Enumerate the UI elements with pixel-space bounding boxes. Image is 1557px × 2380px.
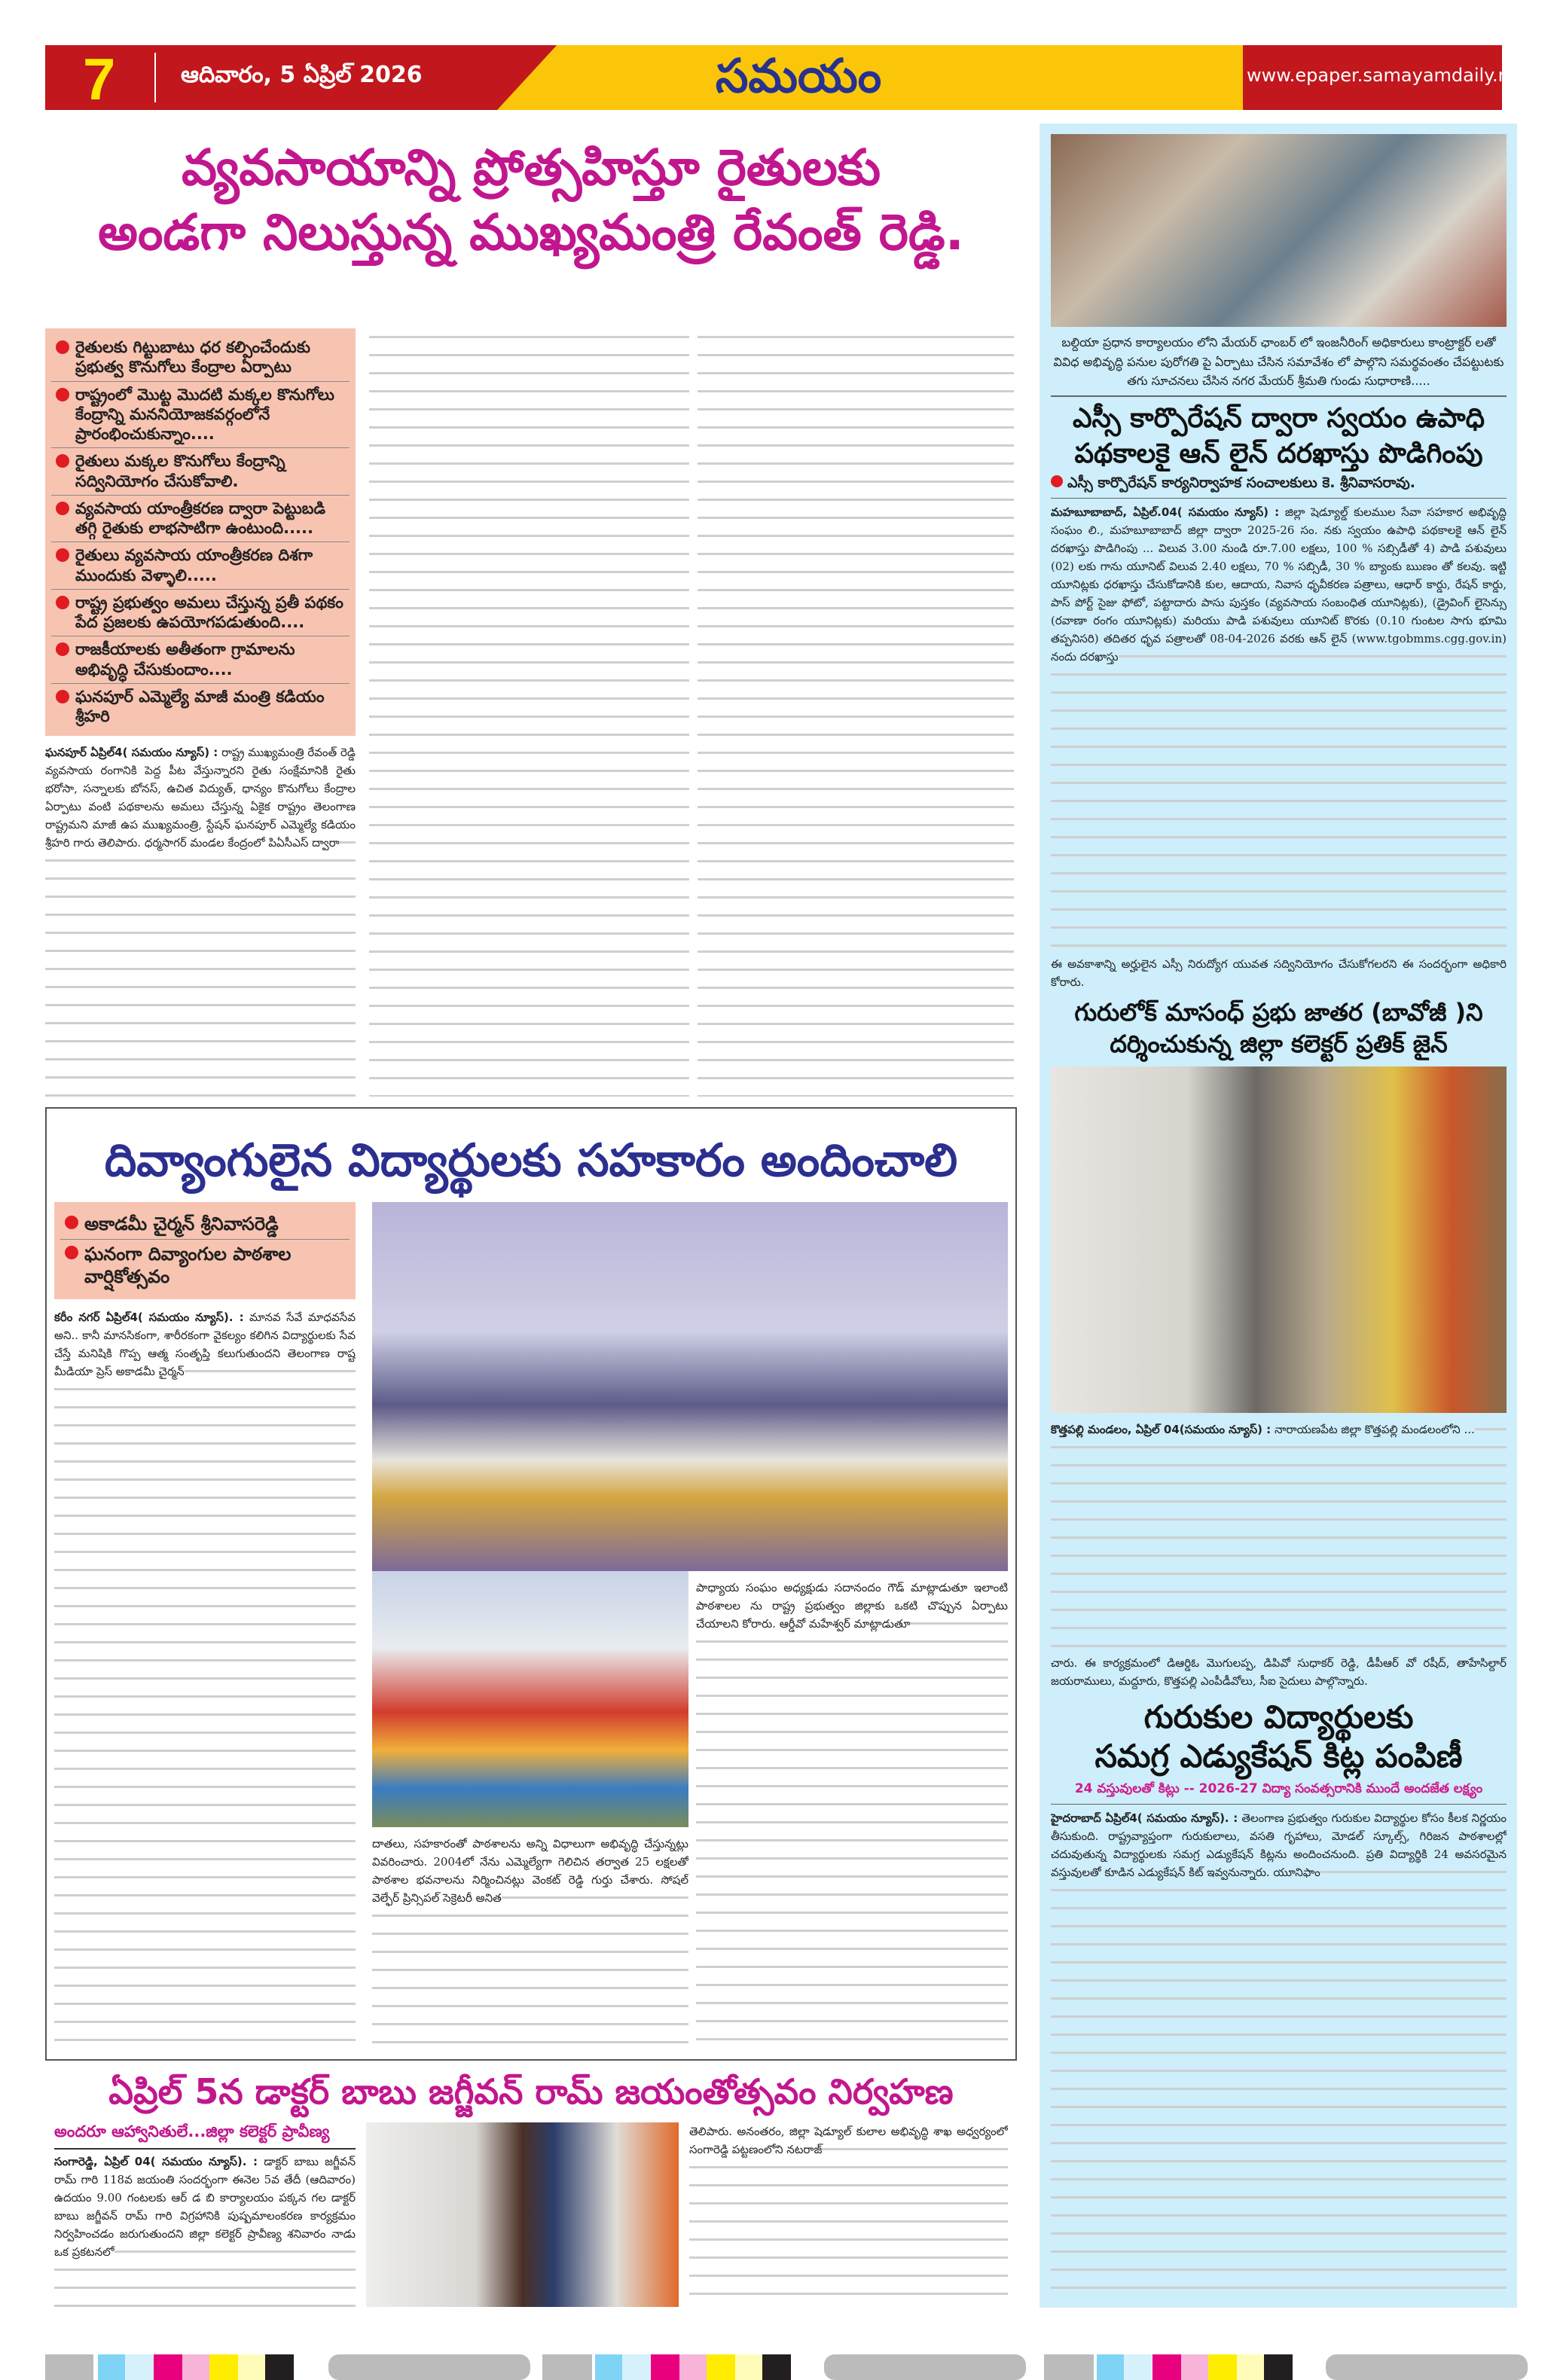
story2-body (54, 1308, 356, 2052)
bullet-dot-icon (56, 548, 69, 562)
right-column-content (1051, 134, 1507, 2296)
sc-corporation-body (1051, 503, 1507, 955)
story3 (45, 2070, 1017, 2307)
bullet-dot-icon (65, 1246, 78, 1259)
bullet-dot-icon (56, 690, 69, 703)
story-frame (45, 1107, 1017, 2061)
headline-line: ఎస్సీ కార్పొరేషన్ ద్వారా స్వయం ఉపాధి (1072, 402, 1485, 434)
article-text: నారాయణపేట జిల్లా కొత్తపల్లి మండలంలోని ... (1274, 1422, 1475, 1436)
lead-left-column (45, 328, 356, 1097)
color-swatch (651, 2354, 679, 2380)
color-swatch (1237, 2354, 1264, 2380)
story2-left-column (54, 1202, 356, 2052)
story2-highlights-box (54, 1202, 356, 1299)
color-swatch (265, 2354, 294, 2380)
student-dance-photo (372, 1571, 688, 1827)
color-swatch (328, 2354, 530, 2380)
color-swatch (1326, 2354, 1528, 2380)
page-number: 7 (83, 46, 116, 112)
story2-lower (372, 1571, 1008, 2052)
story3-body (54, 2153, 356, 2307)
highlight-item: ఘనపూర్ ఎమ్మెల్యే మాజీ మంత్రి కడియం శ్రీహరి (51, 684, 350, 731)
lamp-lighting-photo (372, 1202, 1008, 1571)
color-swatch (209, 2354, 238, 2380)
color-swatch (45, 2354, 93, 2380)
color-swatch (679, 2354, 707, 2380)
lead-headline (45, 136, 1017, 265)
epaper-url[interactable]: www.epaper.samayamdaily.net (1247, 65, 1528, 86)
meeting-photo-caption: బల్దియా ప్రధాన కార్యాలయం లోని మేయర్ ఛాంబర్ లో ఇంజనీరింగ్ అధికారులు కాంట్రాక్టర్ లతో వివిధ అభివృద్ధి పనుల పురోగతి పై ఏర్పాటు చేసిన సమావేశం లో పాల్గొని సమర్థవంతం చేపట్టుటకు తగు సూచనలు చేసిన నగర మేయర్ శ్రీమతి గుండు సుధారాణి..... (1053, 335, 1504, 389)
story2-body-right (696, 1579, 1008, 2052)
article-text: పాధ్యాయ సంఘం అధ్యక్షుడు సదానందం గౌడ్ మాట్లాడుతూ ఇలాంటి పాఠశాలల ను రాష్ట్ర ప్రభుత్వం జిల్లాకు ఒకటి చొప్పున ఏర్పాటు చేయాలని కోరారు. ఆర్డీవో మహేశ్వర్ మాట్లాడుతూ (696, 1581, 1008, 1631)
bullet-text: ఎస్సీ కార్పొరేషన్ కార్యనిర్వాహక సంచాలకులు కె. శ్రీనివాసరావు. (1067, 474, 1415, 492)
bullet-dot-icon (65, 1216, 78, 1229)
headline-line: అండగా నిలుస్తున్న ముఖ్యమంత్రి రేవంత్ రెడ్డి. (98, 203, 964, 261)
divider (154, 53, 156, 102)
color-swatch (762, 2354, 791, 2380)
headline-line: వ్యవసాయాన్ని ప్రోత్సహిస్తూ రైతులకు (181, 139, 881, 197)
guru-jatara-closing: చారు. ఈ కార్యక్రమంలో డిఆర్డిఓ మొగులప్ప, డిపివో సుధాకర్ రెడ్డి, డీపీఆర్ వో రషీద్, తాహేసిల్దార్ జయరాములు, మద్దూరు, కొత్తపల్లి ఎంపీడీవోలు, సీఐ సైదులు పాల్గొన్నారు. (1051, 1655, 1507, 1688)
issue-date: ఆదివారం, 5 ఏప్రిల్ 2026 (181, 62, 423, 88)
headline-line: సమగ్ర ఎడ్యుకేషన్ కిట్ల పంపిణీ (1094, 1738, 1463, 1775)
color-swatch (1264, 2354, 1293, 2380)
story3-content (45, 2122, 1017, 2307)
color-swatch (154, 2354, 182, 2380)
story2-headline: దివ్యాంగులైన విద్యార్థులకు సహకారం అందించాలి (104, 1134, 958, 1187)
headline-line: పథకాలకై ఆన్ లైన్ దరఖాస్తు పొడిగింపు (1074, 438, 1483, 469)
dateline: ఘనపూర్ ఏప్రిల్4( సమయం న్యూస్) : (45, 746, 218, 760)
highlight-item: అకాడమీ చైర్మన్ శ్రీనివాసరెడ్డి (60, 1210, 350, 1240)
dateline: మహబూబాబాద్, ఏప్రిల్.04( సమయం న్యూస్) : (1051, 505, 1280, 520)
color-swatch (98, 2354, 125, 2380)
color-swatch (1097, 2354, 1124, 2380)
highlight-item: ఘనంగా దివ్యాంగుల పాఠశాల వార్షికోత్సవం (60, 1240, 350, 1292)
color-swatch (707, 2354, 735, 2380)
bullet-dot-icon (56, 502, 69, 515)
article-text: రాష్ట్ర ముఖ్యమంత్రి రేవంత్ రెడ్డి వ్యవసాయ రంగానికి పెద్ద పీట వేస్తున్నారని రైతు సంక్షేమానికి రైతు భరోసా, సన్నాలకు బోనస్, ఉచిత విద్యుత్, ధాన్యం కొనుగోలు కేంద్రాల ఏర్పాటు వంటి పథకాలను అమలు చేస్తున్న ఏకైక రాష్ట్రం తెలంగాణ రాష్ట్రమని మాజీ ఉప ముఖ్యమంత్రి, స్టేషన్ ఘనపూర్ ఎమ్మెల్యే కడియం శ్రీహరి గారు తెలిపారు. ధర్మసాగర్ మండల కేంద్రంలో పిఏసీఎస్ ద్వారా (45, 746, 356, 850)
story3-headline: ఏప్రిల్ 5న డాక్టర్ బాబు జగ్జీవన్ రామ్ జయంతోత్సవం నిర్వహణ (108, 2071, 954, 2112)
bullet-dot-icon (56, 454, 69, 468)
color-swatch (735, 2354, 762, 2380)
headline-line: గురుకుల విద్యార్థులకు (1143, 1698, 1414, 1735)
story2-right-area (372, 1202, 1008, 2052)
color-swatch (1044, 2354, 1094, 2380)
color-swatch (824, 2354, 1026, 2380)
bullet-dot-icon (56, 642, 69, 656)
article-text: జిల్లా షెడ్యూల్డ్ కులముల సేవా సహకార అభివృద్ధి సంఘం లి., మహబూబాబాద్ జిల్లా ద్వారా 2025-26 సం. నకు స్వయం ఉపాధి పథకాలకై ఆన్ లైన్ దరఖాస్తు పొడిగింపు ... విలువ 3.00 నుండి రూ.7.00 లక్షలు, 100 % సబ్సిడీతో 4) పాడి పశువులు (02) లకు గాను యూనిట్ విలువ 2.40 లక్షలు, 70 % సబ్సిడీ, 30 % బ్యాంకు ఋణం తో కలవు. ఇట్టి యూనిట్లకు ధరఖాస్తు చేసుకోడానికి కుల, ఆదాయ, నివాస ధృవీకరణ పత్రాలు, ఆధార్ కార్డు, రేషన్ కార్డు, పాస్ పోర్ట్ సైజు ఫోటో, పట్టాదారు పాసు పుస్తకం (వ్యవసాయ సంబంధిత యూనిట్లకు), (డ్రైవింగ్ లైసెన్సు (రవాణా రంగం యూనిట్లకు) మరియు పాడి పశువులు యూనిట్ కొరకు (0.10 గుంటల సాగు భూమి తప్పనిసరి) తదితర ధృవ పత్రాలతో 08-04-2026 వరకు ఆన్ లైన్ (www.tgobmms.cgg.gov.in) నందు దరఖాస్తు (1051, 505, 1507, 664)
highlight-item: రాజకీయాలకు అతీతంగా గ్రామాలను అభివృద్ధి చేసుకుందాం.... (51, 636, 350, 684)
bullet-dot-icon (56, 340, 69, 354)
color-swatch (1181, 2354, 1208, 2380)
color-swatch (1208, 2354, 1237, 2380)
education-kits-headline (1051, 1698, 1507, 1777)
article-text: మానవ సేవే మాధవసేవ అని.. కానీ మానసికంగా, శారీరకంగా వైకల్యం కలిగిన విద్యార్థులకు సేవ చేస్తే మనిషికి గొప్ప ఆత్మ సంతృప్తి కలుగుతుందని తెలంగాణ రాష్ట మీడియా ప్రెస్ అకాడమీ చైర్మన్ (54, 1311, 356, 1378)
story2-content (54, 1202, 1008, 2052)
highlight-item: రైతులు వ్యవసాయ యాంత్రీకరణ దిశగా ముందుకు వెళ్ళాలి..... (51, 542, 350, 590)
bullet-dot-icon (56, 388, 69, 401)
dateline: హైదరాబాద్ ఏప్రిల్4( సమయం న్యూస్). : (1051, 1811, 1238, 1825)
education-kits-subhead: 24 వస్తువులతో కిట్లు -- 2026-27 విద్యా సంవత్సరానికి ముందే అందజేత లక్ష్యం (1051, 1777, 1507, 1805)
dateline: కరీం నగర్ ఏప్రిల్4( సమయం న్యూస్). : (54, 1311, 244, 1324)
lead-article-body (45, 743, 356, 1097)
meeting-photo (1051, 134, 1507, 327)
article-text: తెలంగాణ ప్రభుత్వం గురుకుల విద్యార్థుల కోసం కీలక నిర్ణయం తీసుకుంది. రాష్ట్రవ్యాప్తంగా గురుకులాలు, వసతి గృహాలు, మోడల్ స్కూల్స్, గిరిజన పాఠశాలల్లో చదువుతున్న విద్యార్థులకు సమగ్ర ఎడ్యుకేషన్ కిట్లను అందించనుంది. ప్రతి విద్యార్థికి 24 అవసరమైన వస్తువులతో కూడిన ఎడ్యుకేషన్ కిట్ ఇవ్వనున్నారు. యూనిఫాం (1051, 1811, 1507, 1879)
bullet-dot-icon (1051, 475, 1063, 487)
lead-article-column-2 (369, 328, 689, 1097)
color-swatch (238, 2354, 265, 2380)
story2-body-mid (372, 1835, 688, 2052)
dateline: కొత్తపల్లి మండలం, ఏప్రిల్ 04(సమయం న్యూస్) : (1051, 1422, 1272, 1436)
highlight-item: రైతులకు గిట్టుబాటు ధర కల్పించేందుకు ప్రభుత్వ కొనుగోలు కేంద్రాల ఏర్పాటు (51, 334, 350, 382)
article-text: తెలిపారు. అనంతరం, జిల్లా షెడ్యూల్ కులాల అభివృద్ధి శాఖ అధ్వర్యంలో సంగారెడ్డి పట్టణంలోని నటరాజ్ (689, 2124, 1008, 2156)
sc-corporation-bullet (1051, 471, 1507, 499)
color-swatch (542, 2354, 592, 2380)
article-text: డాక్టర్ బాబు జగ్జీవన్ రామ్ గారి 118వ జయంతి సందర్భంగా ఈనెల 5వ తేదీ (ఆదివారం) ఉదయం 9.00 గంటలకు ఆర్ డ బి కార్యాలయం పక్కన గల డాక్టర్ బాబు జగ్జీవన్ రామ్ గారి విగ్రహానికి పుష్పమాలంకరణ కార్యక్రమం నిర్వహించడం జరుగుతుందని జిల్లా కలెక్టర్ ప్రావీణ్య శనివారం నాడు ఒక ప్రకటనలో (54, 2154, 356, 2259)
color-swatch (182, 2354, 209, 2380)
lead-article-column-3 (698, 328, 1014, 1097)
sc-corporation-closing: ఈ అవకాశాన్ని అర్హులైన ఎస్సీ నిరుద్యోగ యువత సద్వినియోగం చేసుకోగలరని ఈ సందర్భంగా అధికారి కోరారు. (1051, 957, 1507, 990)
education-kits-body (1051, 1809, 1507, 2296)
story3-body-right (689, 2122, 1008, 2307)
color-swatch (622, 2354, 651, 2380)
headline-line: దర్శించుకున్న జిల్లా కలెక్టర్ ప్రతిక్ జైన్ (1110, 1029, 1448, 1058)
dateline: సంగారెడ్డి, ఏప్రిల్ 04( సమయం న్యూస్). : (54, 2154, 258, 2168)
collector-portrait-photo (366, 2122, 679, 2307)
bullet-dot-icon (56, 596, 69, 609)
newspaper-logo: సమయం (715, 48, 882, 103)
guru-jatara-headline (1051, 997, 1507, 1060)
highlight-item: రాష్ట్రంలో మొట్ట మొదటి మక్కల కొనుగోలు కేంద్రాన్ని మననియోజకవర్గంలోనే ప్రారంభించుకున్నాం.... (51, 382, 350, 449)
story3-subhead: అందరూ ఆహ్వానితులే...జిల్లా కలెక్టర్ ప్రావీణ్య (54, 2122, 356, 2150)
color-swatch (595, 2354, 622, 2380)
collector-temple-photo (1051, 1066, 1507, 1413)
story2-lower-left (372, 1571, 688, 2052)
color-swatch (1124, 2354, 1152, 2380)
color-swatch (125, 2354, 154, 2380)
highlight-item: రాష్ట్ర ప్రభుత్వం అమలు చేస్తున్న ప్రతీ పథకం పేద ప్రజలకు ఉపయోగపడుతుంది.... (51, 590, 350, 637)
guru-jatara-body (1051, 1420, 1507, 1654)
highlights-box (45, 328, 356, 736)
headline-line: గురులోక్ మాసంధ్ ప్రభు జాతర (బావోజీ )ని (1074, 998, 1483, 1027)
article-text: దాతలు, సహకారంతో పాఠశాలను అన్ని విధాలుగా అభివృద్ధి చేస్తున్నట్లు వివరించారు. 2004లో నేను ఎమ్మెల్యేగా గెలిచిన తర్వాత 25 లక్షలతో పాఠశాల భవనాలను నిర్మించినట్లు వెంకట్ రెడ్డి గుర్తు చేశారు. సోషల్ వెల్ఫేర్ ప్రిన్సిపల్ సెక్రెటరీ అనిత (372, 1837, 688, 1905)
highlight-item: వ్యవసాయ యాంత్రీకరణ ద్వారా పెట్టుబడి తగ్గి రైతుకు లాభసాటిగా ఉంటుంది..... (51, 496, 350, 543)
sc-corporation-headline (1051, 401, 1507, 472)
divider (1051, 395, 1507, 397)
color-swatch (1152, 2354, 1181, 2380)
highlight-item: రైతులు మక్కల కొనుగోలు కేంద్రాన్ని సద్వినియోగం చేసుకోవాలి. (51, 448, 350, 496)
story3-left-column (54, 2122, 356, 2307)
